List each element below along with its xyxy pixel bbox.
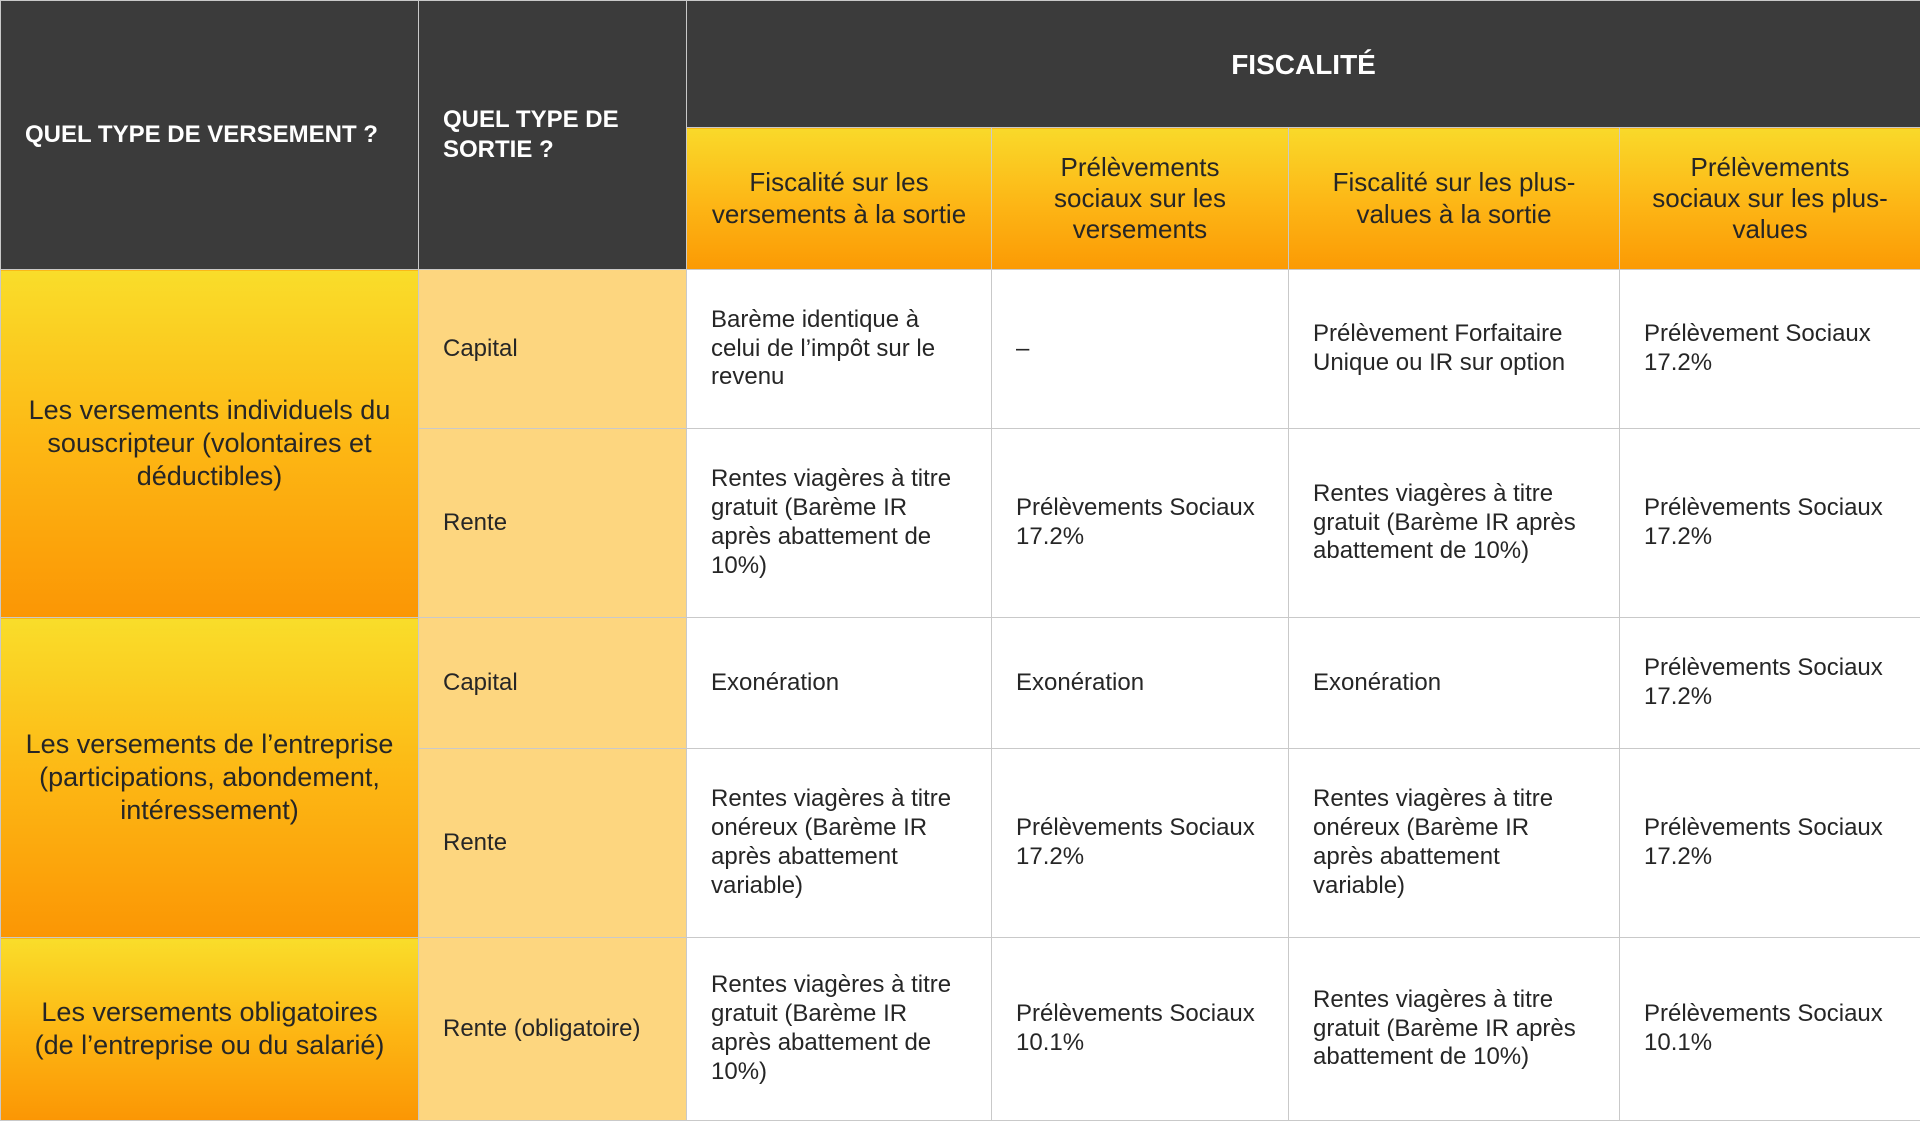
table-cell: Rentes viagères à titre gratuit (Barème IR après abattement de 10%) xyxy=(1289,938,1620,1121)
table-cell: Barème identique à celui de l’impôt sur le revenu xyxy=(687,270,992,429)
table-row xyxy=(1,938,1920,1121)
table-cell: Rentes viagères à titre onéreux (Barème IR après abattement variable) xyxy=(687,749,992,938)
table-cell: Rentes viagères à titre onéreux (Barème IR après abattement variable) xyxy=(1289,749,1620,938)
table-cell: – xyxy=(992,270,1289,429)
column-header: Prélèvements sociaux sur les versements xyxy=(992,128,1289,270)
table-row xyxy=(1,618,1920,749)
versement-category: Les versements obligatoires (de l’entreprise ou du salarié) xyxy=(1,938,419,1121)
table-cell: Prélèvements Sociaux 17.2% xyxy=(1620,429,1920,618)
sortie-type: Rente xyxy=(419,749,687,938)
table-cell: Prélèvements Sociaux 17.2% xyxy=(992,429,1289,618)
versement-category: Les versements de l’entreprise (participations, abondement, intéressement) xyxy=(1,618,419,938)
table-cell: Prélèvements Sociaux 10.1% xyxy=(992,938,1289,1121)
table-cell: Prélèvement Forfaitaire Unique ou IR sur option xyxy=(1289,270,1620,429)
sortie-type: Rente (obligatoire) xyxy=(419,938,687,1121)
table-cell: Rentes viagères à titre gratuit (Barème IR après abattement de 10%) xyxy=(1289,429,1620,618)
fiscalite-header: FISCALITÉ xyxy=(687,1,1920,128)
sortie-type: Capital xyxy=(419,270,687,429)
table-row xyxy=(1,270,1920,429)
sortie-type: Capital xyxy=(419,618,687,749)
table-cell: Rentes viagères à titre gratuit (Barème IR après abattement de 10%) xyxy=(687,429,992,618)
sortie-type: Rente xyxy=(419,429,687,618)
table-cell: Prélèvements Sociaux 10.1% xyxy=(1620,938,1920,1121)
table-cell: Prélèvements Sociaux 17.2% xyxy=(1620,618,1920,749)
table-cell: Exonération xyxy=(992,618,1289,749)
table-cell: Prélèvements Sociaux 17.2% xyxy=(1620,749,1920,938)
table-cell: Prélèvement Sociaux 17.2% xyxy=(1620,270,1920,429)
versement-category: Les versements individuels du souscripteur (volontaires et déductibles) xyxy=(1,270,419,618)
sortie-type-header: QUEL TYPE DE SORTIE ? xyxy=(419,1,687,270)
column-header: Fiscalité sur les plus-values à la sortie xyxy=(1289,128,1620,270)
column-header: Prélèvements sociaux sur les plus-values xyxy=(1620,128,1920,270)
column-header: Fiscalité sur les versements à la sortie xyxy=(687,128,992,270)
table-cell: Prélèvements Sociaux 17.2% xyxy=(992,749,1289,938)
table-cell: Exonération xyxy=(687,618,992,749)
versement-type-header: QUEL TYPE DE VERSEMENT ? xyxy=(1,1,419,270)
table-cell: Exonération xyxy=(1289,618,1620,749)
table-cell: Rentes viagères à titre gratuit (Barème IR après abattement de 10%) xyxy=(687,938,992,1121)
